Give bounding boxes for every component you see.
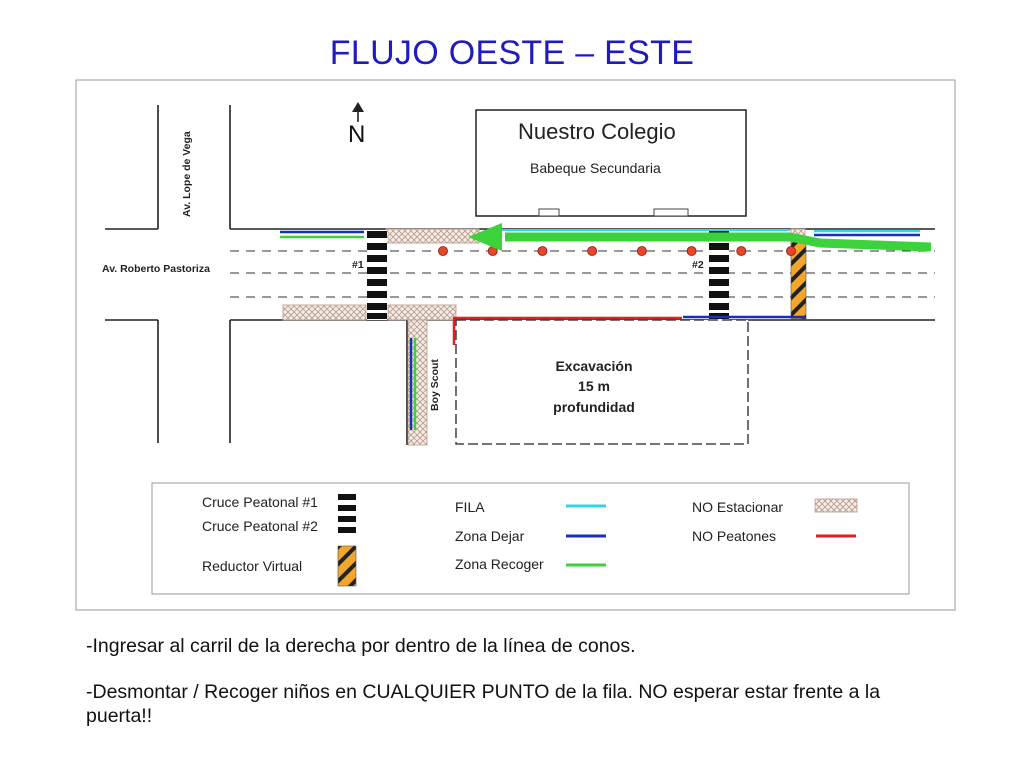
excavation-line-2: 15 m xyxy=(578,378,610,394)
legend-zona-recoger: Zona Recoger xyxy=(455,556,544,572)
north-arrow-icon xyxy=(352,102,364,122)
note-1: -Ingresar al carril de la derecha por dentro de la línea de conos. xyxy=(86,635,636,657)
lane-dashes xyxy=(230,251,935,297)
school-subtitle: Babeque Secundaria xyxy=(530,160,661,176)
no-parking-zone-bottom-left xyxy=(283,305,366,320)
no-parking-zone-bottom xyxy=(388,305,456,320)
north-label: N xyxy=(348,121,366,148)
traffic-cone xyxy=(737,247,746,256)
crossing-2-label: #2 xyxy=(692,259,704,271)
legend-crosswalk-1: Cruce Peatonal #1 xyxy=(202,494,318,510)
legend-fila: FILA xyxy=(455,499,485,515)
no-parking-zone-top xyxy=(386,229,479,243)
legend-crosswalk-icon xyxy=(338,494,356,539)
crossing-1-label: #1 xyxy=(352,259,364,271)
street-label-horizontal: Av. Roberto Pastoriza xyxy=(102,263,210,275)
traffic-cone xyxy=(687,247,696,256)
traffic-cone xyxy=(538,247,547,256)
legend-zona-dejar: Zona Dejar xyxy=(455,528,525,544)
traffic-cone xyxy=(439,247,448,256)
school-gate-2 xyxy=(654,209,688,216)
legend-no-peatones: NO Peatones xyxy=(692,528,777,544)
legend-no-estacionar-swatch xyxy=(815,499,857,512)
school-gate-1 xyxy=(539,209,559,216)
excavation-line-1: Excavación xyxy=(555,358,633,374)
street-label-vertical: Av. Lope de Vega xyxy=(181,131,193,217)
excavation-line-3: profundidad xyxy=(553,399,635,415)
legend-no-estacionar: NO Estacionar xyxy=(692,499,784,515)
traffic-cone xyxy=(787,247,796,256)
traffic-cone xyxy=(588,247,597,256)
legend-speed-bump: Reductor Virtual xyxy=(202,558,303,574)
flow-arrow-icon xyxy=(468,223,931,251)
legend-speed-bump-icon xyxy=(338,546,356,586)
page-title: FLUJO OESTE – ESTE xyxy=(329,34,695,72)
crosswalk-1 xyxy=(367,230,387,320)
traffic-cone xyxy=(637,247,646,256)
crosswalk-2 xyxy=(709,230,729,320)
legend-crosswalk-2: Cruce Peatonal #2 xyxy=(202,518,318,534)
street-label-boy-scout: Boy Scout xyxy=(429,359,441,411)
note-2: -Desmontar / Recoger niños en CUALQUIER PUNTO de la fila. NO esperar estar frente a la puerta!! xyxy=(86,681,881,727)
school-title: Nuestro Colegio xyxy=(518,119,676,144)
